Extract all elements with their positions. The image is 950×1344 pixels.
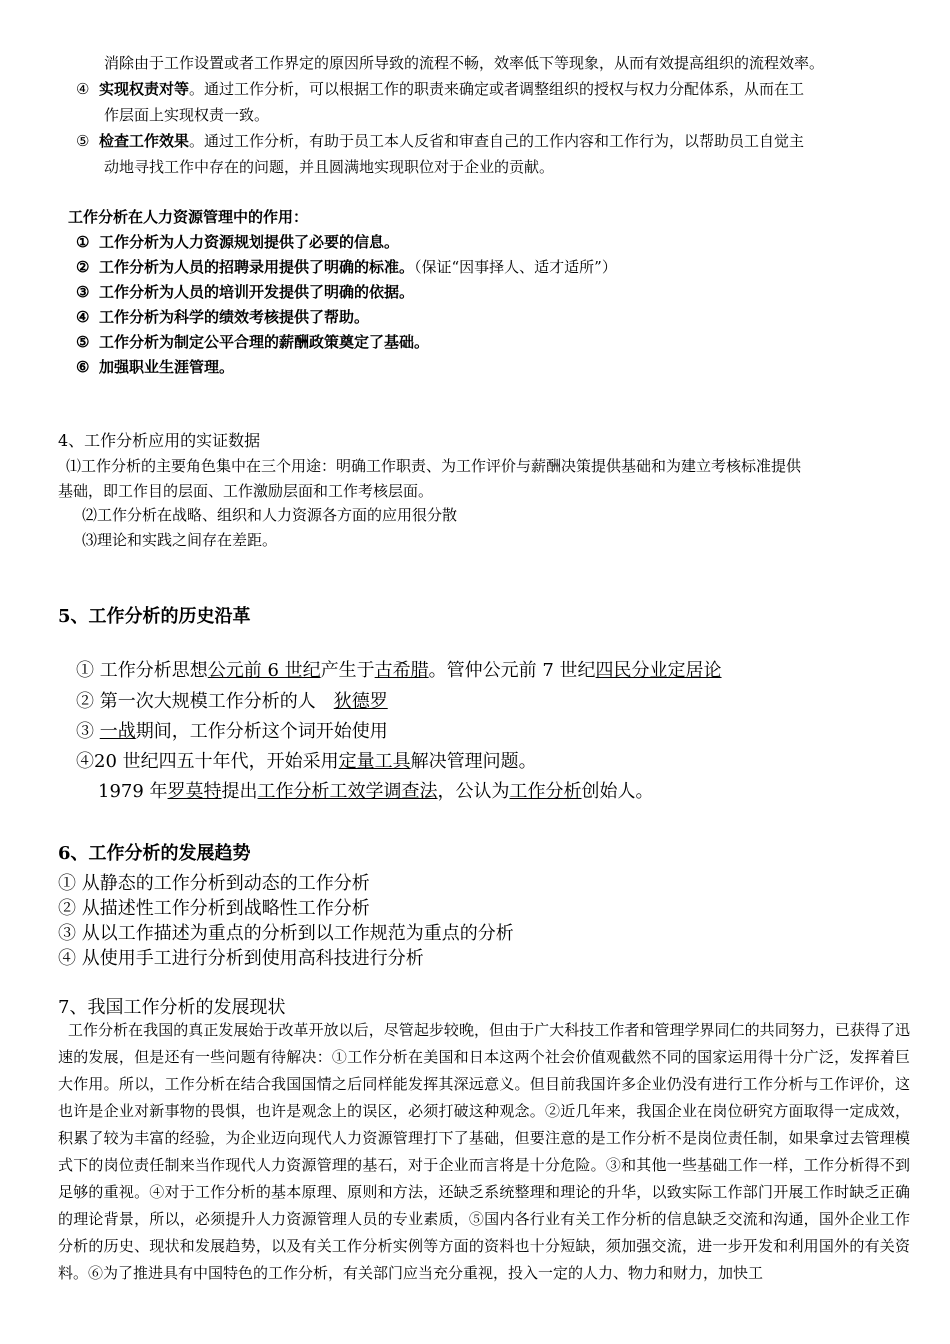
item-text: 工作分析为人力资源规划提供了必要的信息。 — [99, 233, 400, 251]
history-item-3 — [76, 717, 388, 743]
section-4-point-1-continuation: 基础，即工作目的层面、工作激励层面和工作考核层面。 — [58, 482, 434, 500]
history-text: ① 工作分析思想 — [76, 660, 208, 681]
history-key-term: 工作分析工效学调查法 — [257, 781, 438, 802]
history-key-term: 罗莫特 — [167, 781, 222, 802]
history-key-term: 一战 — [99, 721, 136, 742]
item-text: 工作分析为制定公平合理的薪酬政策奠定了基础。 — [99, 333, 430, 351]
history-key-term: 狄德罗 — [333, 691, 388, 712]
trend-item: ③ 从以工作描述为重点的分析到以工作规范为重点的分析 — [58, 923, 514, 944]
section-5-title: 5、工作分析的历史沿革 — [58, 606, 251, 627]
section-4-point-3: ⑶理论和实践之间存在差距。 — [82, 531, 278, 549]
trend-item: ④ 从使用手工进行分析到使用高科技进行分析 — [58, 948, 424, 969]
trend-item: ② 从描述性工作分析到战略性工作分析 — [58, 898, 370, 919]
item-bold-lead: 检查工作效果 — [99, 132, 190, 150]
intro-item-5 — [76, 130, 804, 151]
item-number: ⑤ — [76, 132, 90, 150]
history-key-term: 工作分析 — [509, 781, 582, 802]
history-item-1 — [76, 656, 722, 682]
history-text: ，公认为 — [437, 781, 510, 802]
role-item — [76, 331, 429, 352]
intro-item-5-continuation: 动地寻找工作中存在的问题，并且圆满地实现职位对于企业的贡献。 — [104, 158, 555, 176]
role-item — [76, 306, 369, 327]
role-item — [76, 281, 414, 302]
section-6-title: 6、工作分析的发展趋势 — [58, 843, 251, 864]
intro-item-4-continuation: 作层面上实现权责一致。 — [104, 106, 270, 124]
history-key-term: 四民分业定居论 — [595, 660, 722, 681]
role-item — [76, 256, 617, 277]
history-text: ③ — [76, 721, 100, 742]
history-text: 1979 年 — [98, 781, 168, 802]
item-note: （保证“因事择人、适才适所”） — [414, 258, 617, 276]
item-text: 。通过工作分析，可以根据工作的职责来确定或者调整组织的授权与权力分配体系，从而在工 — [189, 80, 805, 98]
item-number: ④ — [76, 80, 90, 98]
intro-continuation: 消除由于工作设置或者工作界定的原因所导致的流程不畅，效率低下等现象，从而有效提高组织的流程效率。 — [104, 54, 825, 72]
role-item — [76, 231, 399, 252]
item-bold-lead: 实现权责对等 — [99, 80, 190, 98]
item-number: ② — [76, 258, 90, 276]
history-key-term: 古希腊 — [374, 660, 429, 681]
history-text: 产生于 — [320, 660, 375, 681]
item-text: 工作分析为科学的绩效考核提供了帮助。 — [99, 308, 370, 326]
trend-item: ① 从静态的工作分析到动态的工作分析 — [58, 873, 370, 894]
history-text: 。管仲公元前 7 世纪 — [428, 660, 596, 681]
history-text: ④20 世纪四五十年代，开始采用 — [76, 751, 339, 772]
item-text: 。通过工作分析，有助于员工本人反省和审查自己的工作内容和工作行为，以帮助员工自觉主 — [189, 132, 805, 150]
item-text: 工作分析为人员的培训开发提供了明确的依据。 — [99, 283, 415, 301]
history-item-4 — [76, 747, 537, 773]
history-text: ② 第一次大规模工作分析的人 — [76, 691, 334, 712]
history-key-term: 公元前 6 世纪 — [207, 660, 321, 681]
item-text: 加强职业生涯管理。 — [99, 358, 235, 376]
section-7-body: 工作分析在我国的真正发展始于改革开放以后，尽管起步较晚，但由于广大科技工作者和管理学界同仁的共同努力，已获得了迅速的发展，但是还有一些问题有待解决：①工作分析在美国和日本这两个社会价值观截然不同的国家运用得十分广泛，发挥着巨大作用。所以，工作分析在结合我国国情之后同样能发挥其深远意义。但目前我国许多企业仍没有进行工作分析与工作评价，这也许是企业对新事物的畏惧，也许是观念上的误区，必须打破这种观念。②近几年来，我国企业在岗位研究方面取得一定成效，积累了较为丰富的经验，为企业迈向现代人力资源管理打下了基础，但要注意的是工作分析不是岗位责任制，如果拿过去管理模式下的岗位责任制来当作现代人力资源管理的基石，对于企业而言将是十分危险。③和其他一些基础工作一样，工作分析得不到足够的重视。④对于工作分析的基本原理、原则和方法，还缺乏系统整理和理论的升华，以致实际工作部门开展工作时缺乏正确的理论背景，所以，必须提升人力资源管理人员的专业素质，⑤国内各行业有关工作分析的信息缺乏交流和沟通，国外企业工作分析的历史、现状和发展趋势，以及有关工作分析实例等方面的资料也十分短缺，须加强交流，进一步开发和利用国外的有关资料。⑥为了推进具有中国特色的工作分析，有关部门应当充分重视，投入一定的人力、物力和财力，加快工 — [58, 1021, 910, 1282]
section-7-title: 7、我国工作分析的发展现状 — [58, 997, 286, 1018]
role-heading: 工作分析在人力资源管理中的作用： — [68, 208, 309, 226]
section-4-title: 4、工作分析应用的实证数据 — [58, 431, 261, 450]
history-item-2 — [76, 687, 388, 713]
item-number: ③ — [76, 283, 90, 301]
item-number: ⑤ — [76, 333, 90, 351]
history-item-5 — [98, 777, 654, 803]
history-text: 期间，工作分析这个词开始使用 — [135, 721, 388, 742]
item-number: ⑥ — [76, 358, 90, 376]
history-text: 提出 — [221, 781, 258, 802]
role-item — [76, 356, 234, 377]
history-key-term: 定量工具 — [338, 751, 411, 772]
intro-item-4 — [76, 78, 804, 99]
history-text: 解决管理问题。 — [410, 751, 537, 772]
section-4-point-1: ⑴工作分析的主要角色集中在三个用途：明确工作职责、为工作评价与薪酬决策提供基础和为建立考核标准提供 — [66, 457, 802, 475]
history-text: 创始人。 — [581, 781, 654, 802]
section-4-point-2: ⑵工作分析在战略、组织和人力资源各方面的应用很分散 — [82, 506, 458, 524]
item-text: 工作分析为人员的招聘录用提供了明确的标准。 — [99, 258, 415, 276]
item-number: ④ — [76, 308, 90, 326]
item-number: ① — [76, 233, 90, 251]
